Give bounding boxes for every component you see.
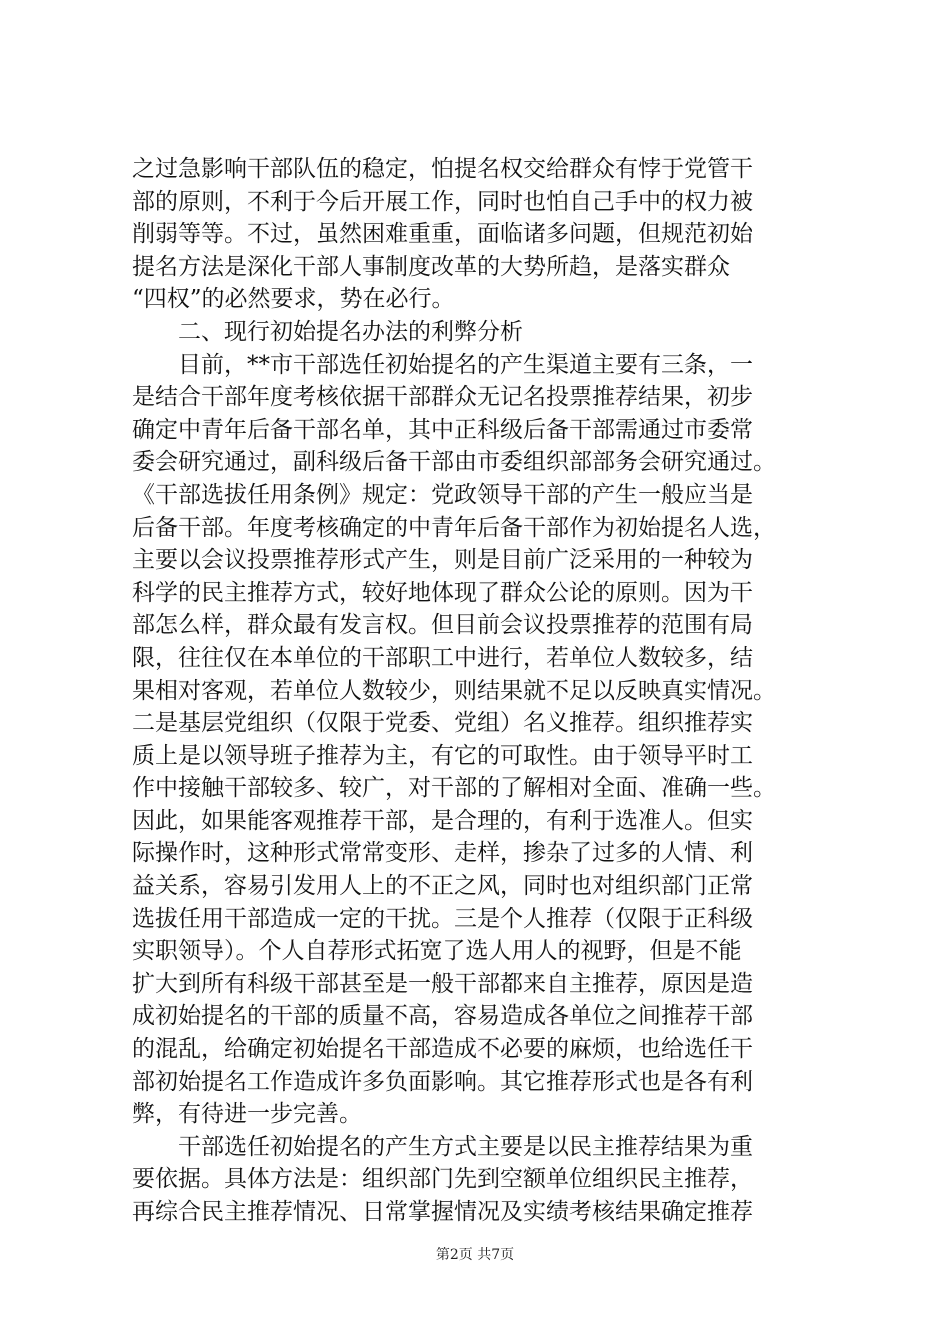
text-line: 科学的民主推荐方式，较好地体现了群众公论的原则。因为干 <box>132 579 753 606</box>
text-line: 二是基层党组织（仅限于党委、党组）名义推荐。组织推荐实 <box>132 710 753 737</box>
text-line: 再综合民主推荐情况、日常掌握情况及实绩考核结果确定推荐 <box>132 1199 753 1225</box>
text-line: 委会研究通过，副科级后备干部由市委组织部部务会研究通过。 <box>132 449 776 476</box>
text-line: 益关系，容易引发用人上的不正之风，同时也对组织部门正常 <box>132 873 753 900</box>
text-line: 目前，**市干部选任初始提名的产生渠道主要有三条，一 <box>132 351 753 378</box>
text-line: 部怎么样，群众最有发言权。但目前会议投票推荐的范围有局 <box>132 612 753 639</box>
body-text <box>132 153 832 1229</box>
text-line: 实职领导）。个人自荐形式拓宽了选人用人的视野，但是不能 <box>132 938 742 965</box>
text-line: 因此，如果能客观推荐干部，是合理的，有利于选准人。但实 <box>132 807 753 834</box>
text-line: 成初始提名的干部的质量不高，容易造成各单位之间推荐干部 <box>132 1003 753 1030</box>
text-line: 扩大到所有科级干部甚至是一般干部都来自主推荐，原因是造 <box>132 970 753 997</box>
text-line: 际操作时，这种形式常常变形、走样，掺杂了过多的人情、利 <box>132 840 753 867</box>
text-line: 的混乱，给确定初始提名干部造成不必要的麻烦，也给选任干 <box>132 1036 753 1063</box>
text-line: 削弱等等。不过，虽然困难重重，面临诸多问题，但规范初始 <box>132 221 753 248</box>
text-line: 部初始提名工作造成许多负面影响。其它推荐形式也是各有利 <box>132 1068 753 1095</box>
text-line: 部的原则，不利于今后开展工作，同时也怕自己手中的权力被 <box>132 188 753 215</box>
text-line: 弊，有待进一步完善。 <box>132 1101 362 1128</box>
text-line: 要依据。具体方法是：组织部门先到空额单位组织民主推荐， <box>132 1166 753 1193</box>
text-line: 提名方法是深化干部人事制度改革的大势所趋，是落实群众 <box>132 253 730 280</box>
section-heading: 二、现行初始提名办法的利弊分析 <box>132 318 523 345</box>
text-line: 干部选任初始提名的产生方式主要是以民主推荐结果为重 <box>132 1133 753 1160</box>
text-line: 质上是以领导班子推荐为主，有它的可取性。由于领导平时工 <box>132 742 753 769</box>
text-line: 限，往往仅在本单位的干部职工中进行，若单位人数较多，结 <box>132 644 753 671</box>
text-line: 确定中青年后备干部名单，其中正科级后备干部需通过市委常 <box>132 416 753 443</box>
text-line: 主要以会议投票推荐形式产生，则是目前广泛采用的一种较为 <box>132 547 753 574</box>
page-number-footer: 第2页 共7页 <box>435 1247 515 1263</box>
text-line: 后备干部。年度考核确定的中青年后备干部作为初始提名人选， <box>132 514 776 541</box>
text-line: 选拔任用干部造成一定的干扰。三是个人推荐（仅限于正科级 <box>132 905 753 932</box>
text-line: 作中接触干部较多、较广，对干部的了解相对全面、准确一些。 <box>132 775 776 802</box>
text-line: 《干部选拔任用条例》规定：党政领导干部的产生一般应当是 <box>132 481 753 508</box>
text-line: 果相对客观，若单位人数较少，则结果就不足以反映真实情况。 <box>132 677 776 704</box>
text-line: 是结合干部年度考核依据干部群众无记名投票推荐结果，初步 <box>132 384 753 411</box>
text-line: 之过急影响干部队伍的稳定，怕提名权交给群众有悖于党管干 <box>132 156 753 182</box>
text-line: “四权”的必然要求，势在必行。 <box>132 286 455 313</box>
